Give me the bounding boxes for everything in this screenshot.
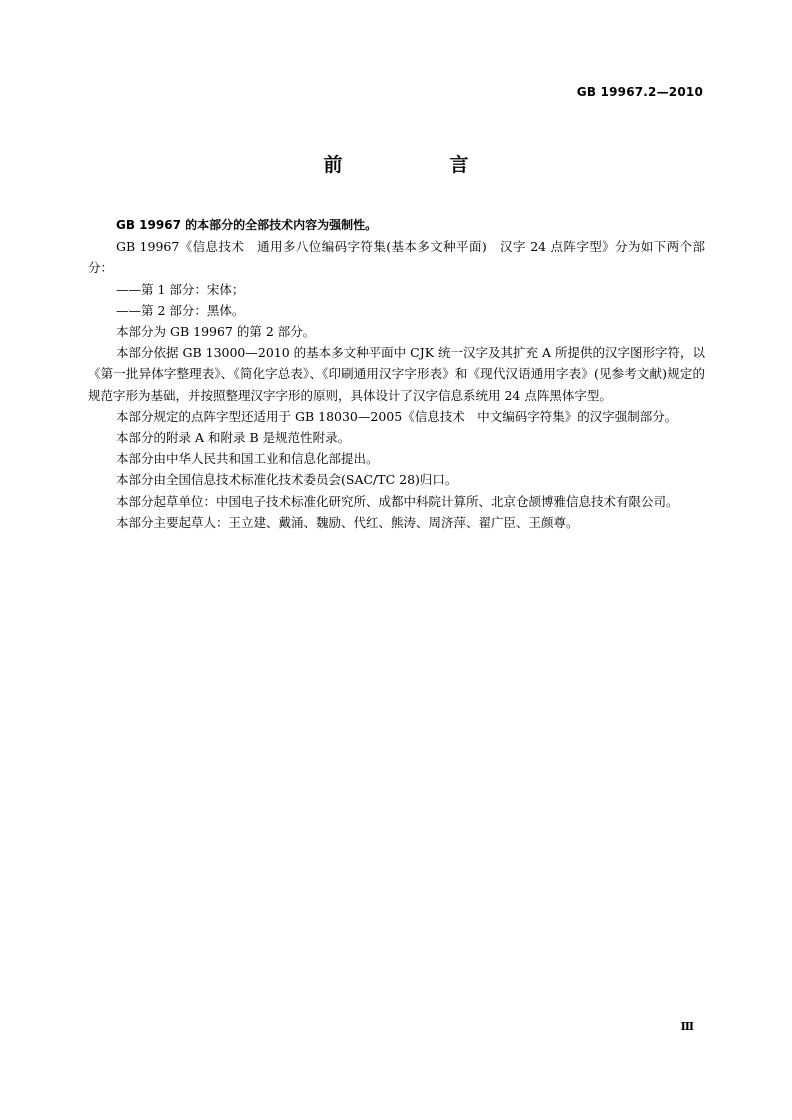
- page-title: 前 言: [323, 154, 513, 176]
- page-number: Ⅲ: [680, 1020, 694, 1033]
- paragraph-parts-intro: GB 19967《信息技术 通用多八位编码字符集(基本多文种平面) 汉字 24 点阵字型》分为如下两个部分：: [88, 239, 705, 276]
- paragraph-this-part: 本部分为 GB 19967 的第 2 部分。: [116, 324, 316, 340]
- paragraph-part-1: ——第 1 部分：宋体；: [116, 281, 245, 297]
- paragraph-proposed-by: 本部分由中华人民共和国工业和信息化部提出。: [116, 451, 379, 467]
- paragraph-mandatory-statement: GB 19967 的本部分的全部技术内容为强制性。: [116, 218, 378, 232]
- paragraph-annexes: 本部分的附录 A 和附录 B 是规范性附录。: [116, 430, 351, 446]
- foreword-body: [88, 215, 705, 533]
- standard-code: GB 19967.2—2010: [576, 85, 703, 99]
- paragraph-drafters: 本部分主要起草人：王立建、戴涌、魏励、代红、熊涛、周济萍、翟广臣、王颜尊。: [116, 514, 579, 530]
- paragraph-basis: 本部分依据 GB 13000—2010 的基本多文种平面中 CJK 统一汉字及其扩充 A 所提供的汉字图形字符，以《第一批异体字整理表》、《简化字总表》、《印刷通用汉字字形表》和《现代汉语通用字表》(见参考文献)规定的规范字形为基础，并按照整理汉字字形的原则，具体设计了汉字信息系统用 24 点阵黑体字型。: [88, 345, 706, 403]
- paragraph-centralized-by: 本部分由全国信息技术标准化技术委员会(SAC/TC 28)归口。: [116, 472, 458, 488]
- paragraph-drafting-units: 本部分起草单位：中国电子技术标准化研究所、成都中科院计算所、北京仓颉博雅信息技术有限公司。: [116, 493, 679, 509]
- paragraph-applicability: 本部分规定的点阵字型还适用于 GB 18030—2005《信息技术 中文编码字符集》的汉字强制部分。: [116, 408, 678, 424]
- paragraph-part-2: ——第 2 部分：黑体。: [116, 302, 245, 318]
